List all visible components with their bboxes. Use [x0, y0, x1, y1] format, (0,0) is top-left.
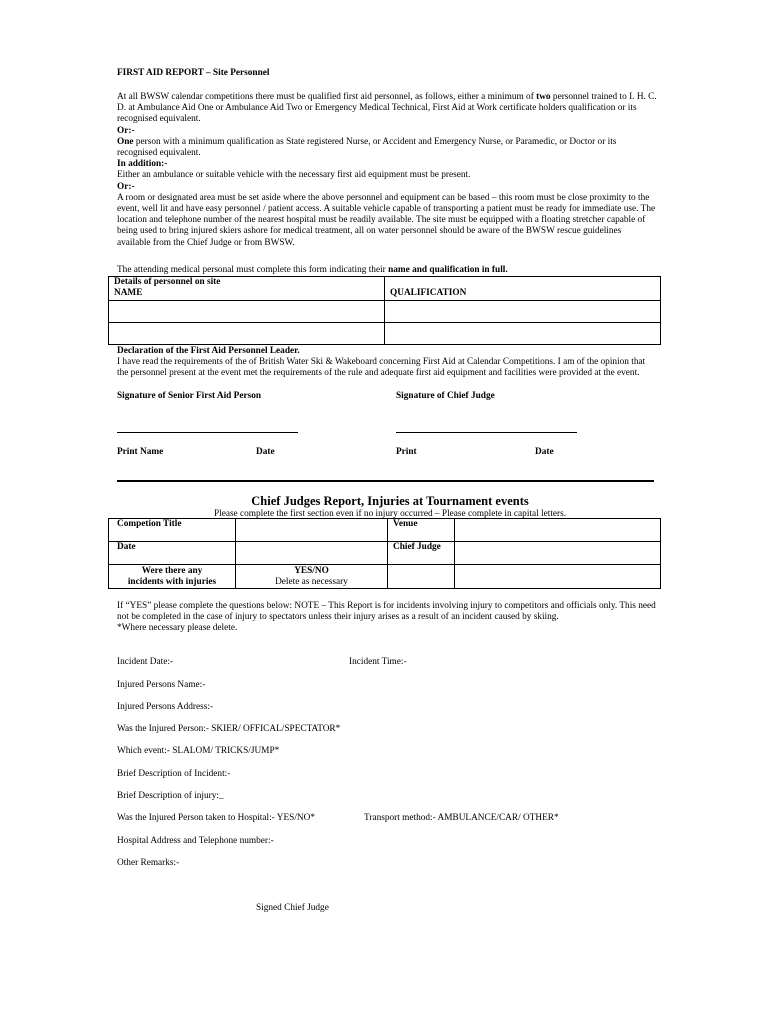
print-labels	[117, 447, 663, 459]
date-input[interactable]	[236, 542, 388, 565]
chief-judge-label-cell	[388, 542, 455, 565]
other-remarks-label: Other Remarks:-	[117, 858, 180, 868]
or-label-2	[117, 182, 657, 193]
intro-paragraph-4: A room or designated area must be set aside where the above personnel and equipment can be based – this room must be close proximity to the event, well lit and have easy personnel / patient access. A suitable vehicle capable of transporting a patient must be ready for immediate use. The location and telephone number of the nearest hospital must be readily available. The site must be equipped with a floating stretcher capable of being used to bring injured skiers ashore for medical treatment, all on water personnel should be aware of the BWSW rescue guidelines available from the Chief Judge or from BWSW.	[117, 192, 656, 248]
senior-signature-label: Signature of Senior First Aid Person	[117, 391, 262, 401]
intro-paragraph-3: Either an ambulance or suitable vehicle with the necessary first aid equipment must be present.	[117, 170, 471, 181]
hospital-question: Was the Injured Person taken to Hospital:- YES/NO*	[117, 813, 315, 823]
qualification-header-cell	[385, 277, 661, 301]
declaration-title	[117, 346, 657, 357]
declaration-text: I have read the requirements of the of British Water Ski & Wakeboard concerning First Aid at Calendar Competitions. I am of the opinion that the personnel present at the event met the requirements of the rule and adequate first aid equipment and facilities were provided at the event.	[117, 357, 646, 379]
senior-signature-line[interactable]	[117, 432, 298, 433]
chief-report-title: Chief Judges Report, Injuries at Tournament events	[251, 494, 529, 508]
personnel-name-input[interactable]	[109, 323, 385, 345]
name-header: NAME	[114, 288, 143, 298]
chief-report-subtitle: Please complete the first section even if no injury occurred – Please complete in capital letters.	[213, 509, 567, 519]
incident-time-label: Incident Time:-	[349, 657, 407, 667]
transport-method: Transport method:- AMBULANCE/CAR/ OTHER*	[364, 813, 559, 823]
empty-cell	[455, 565, 661, 589]
attend-bold: name and qualification in full	[388, 265, 506, 275]
signature-labels	[117, 391, 663, 403]
personnel-qualification-input[interactable]	[385, 323, 661, 345]
competition-title-label-cell	[109, 519, 236, 542]
date-label-2: Date	[535, 447, 554, 457]
yes-no-cell[interactable]	[236, 565, 388, 589]
injured-address-label: Injured Persons Address:-	[117, 702, 214, 712]
incidents-label-cell	[109, 565, 236, 589]
print-name-label: Print Name	[117, 447, 164, 457]
table-row	[109, 542, 661, 565]
name-header-cell	[109, 277, 385, 301]
intro-text: person with a minimum qualification as State registered Nurse, or Accident and Emergency Nurse, or Paramedic, or Doctor or its recognised equivalent.	[117, 136, 617, 159]
print-label: Print	[396, 447, 417, 457]
date-label-1: Date	[256, 447, 275, 457]
empty-cell	[388, 565, 455, 589]
incidents-label-line2: incidents with injuries	[127, 577, 217, 587]
competition-title-label: Competion Title	[117, 519, 182, 529]
table-row	[109, 565, 661, 589]
incident-date-label: Incident Date:-	[117, 657, 174, 667]
venue-label-cell	[388, 519, 455, 542]
qualification-header: QUALIFICATION	[390, 288, 467, 298]
chief-signature-line[interactable]	[396, 432, 577, 433]
signed-chief-judge-label: Signed Chief Judge	[256, 903, 329, 913]
competition-table	[108, 518, 661, 589]
venue-label: Venue	[393, 519, 418, 529]
intro-bold-one: One	[117, 136, 134, 147]
details-label: Details of personnel on site	[114, 277, 221, 287]
declaration-title-text: Declaration of the First Aid Personnel Leader.	[117, 346, 300, 356]
note-text: If “YES” please complete the questions below: NOTE – This Report is for incidents involving injury to competitors and officials only. This need not be completed in the case of injury to spectators unless their injury arises as a result of an incident caused by skiing.	[117, 601, 656, 623]
incidents-label-line1: Were there any	[141, 566, 203, 576]
personnel-table	[108, 276, 661, 345]
attend-end: .	[505, 265, 508, 275]
in-addition-label	[117, 159, 657, 170]
table-row	[109, 301, 661, 323]
in-addition-text: In addition:-	[117, 159, 168, 170]
form-page	[114, 0, 663, 1024]
questions-note	[117, 601, 657, 635]
intro-section	[117, 92, 657, 249]
date-label: Date	[117, 542, 136, 552]
injury-description-label: Brief Description of injury:_	[117, 791, 224, 801]
intro-paragraph-1	[117, 92, 657, 126]
incident-description-label: Brief Description of Incident:-	[117, 769, 231, 779]
chief-judge-input[interactable]	[455, 542, 661, 565]
form-heading: FIRST AID REPORT – Site Personnel	[117, 68, 270, 78]
competition-title-input[interactable]	[236, 519, 388, 542]
declaration-section	[117, 346, 657, 380]
table-row	[109, 323, 661, 345]
or-label-text: Or:-	[117, 181, 135, 192]
which-event: Which event:- SLALOM/ TRICKS/JUMP*	[117, 746, 280, 756]
where-necessary-note: *Where necessary please delete.	[117, 623, 238, 634]
injured-person-type: Was the Injured Person:- SKIER/ OFFICAL/SPECTATOR*	[117, 724, 341, 734]
intro-text: At all BWSW calendar competitions there must be qualified first aid personnel, as follows, either a minimum of	[117, 92, 537, 102]
or-label-text: Or:-	[117, 125, 135, 136]
yes-no-option[interactable]: YES/NO	[294, 566, 329, 576]
hospital-address-label: Hospital Address and Telephone number:-	[117, 836, 274, 846]
injured-name-label: Injured Persons Name:-	[117, 680, 206, 690]
personnel-name-input[interactable]	[109, 301, 385, 323]
personnel-qualification-input[interactable]	[385, 301, 661, 323]
section-divider	[117, 480, 654, 482]
chief-judge-label: Chief Judge	[393, 542, 441, 552]
delete-note: Delete as necessary	[275, 577, 348, 587]
attend-text: The attending medical personal must complete this form indicating their	[117, 265, 389, 275]
table-row	[109, 519, 661, 542]
intro-bold-two: two	[536, 92, 551, 102]
intro-paragraph-2	[117, 137, 657, 159]
date-label-cell	[109, 542, 236, 565]
venue-input[interactable]	[455, 519, 661, 542]
intro-text: personnel trained to I. H. C. D. at Ambulance Aid One or Ambulance Aid Two or Emergency Medical Technical, First Aid at Work certificate holders qualification or its recognised equivalent.	[117, 92, 657, 125]
chief-signature-label: Signature of Chief Judge	[396, 391, 495, 401]
or-label	[117, 126, 657, 137]
attending-instruction	[117, 265, 657, 276]
personnel-header-row	[109, 277, 661, 301]
